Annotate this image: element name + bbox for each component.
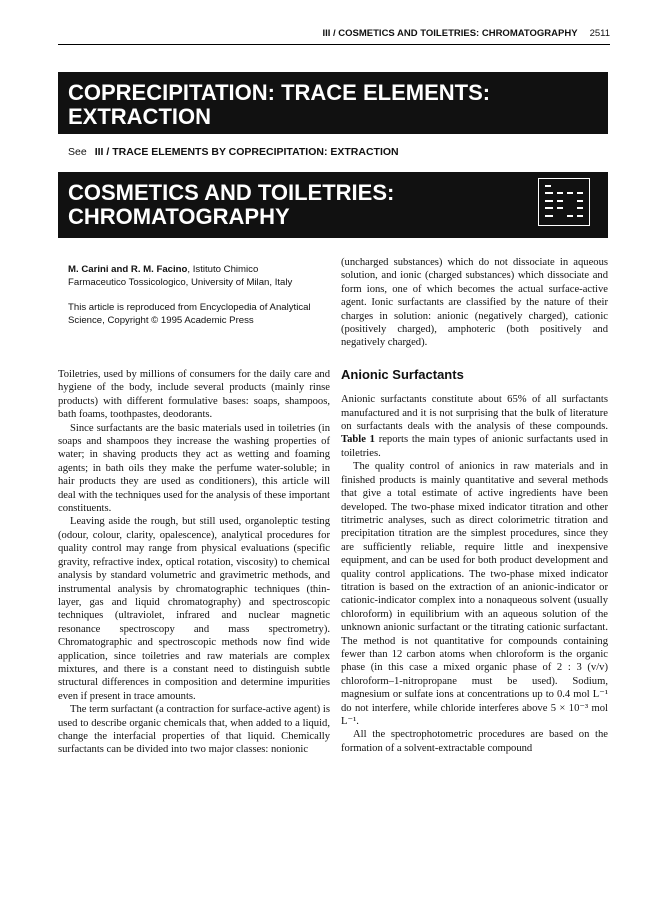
banner-title-line-1: COPRECIPITATION: TRACE ELEMENTS: [68, 80, 491, 105]
section-heading-anionic-surfactants: Anionic Surfactants [341, 366, 464, 382]
article-banner-coprecipitation [58, 72, 608, 134]
banner-title-line-1: COSMETICS AND TOILETRIES: [68, 180, 395, 205]
paragraph: The term surfactant (a contraction for surface-active agent) is used to describe organic chemicals that, when added to a liquid, change the interfacial properties of that liquid. Chemically surfactants can be divided into two major classes: nonionic [58, 704, 331, 756]
paragraph [341, 393, 608, 460]
author-affiliation: , Istituto Chimico Farmaceutico Tossicologico, University of Milan, Italy [68, 264, 293, 288]
text-run: Anionic surfactants constitute about 65% of all surfactants manufactured and it is not surprising that the bulk of literature on surfactants deals with the analysis of these compounds. [341, 394, 608, 433]
see-reference-link[interactable]: III / TRACE ELEMENTS BY COPRECIPITATION: EXTRACTION [94, 146, 399, 158]
reproduction-note: This article is reproduced from Encyclopedia of Analytical Science, Copyright © 1995 Academic Press [68, 302, 311, 326]
banner-title-line-2: CHROMATOGRAPHY [68, 204, 290, 229]
paragraph: The quality control of anionics in raw materials and in finished products is mainly quantitative and several methods that give a total estimate of active ingredients have been developed. The two-phase mixed indicator titration and other titrimetric analyses, such as direct colorimetric titration and precipitation titration are the simplest procedures, since they are sufficiently reliable, require little and inexpensive equipment, and can be used for both product development and quality control applications. The two-phase mixed indicator titration is based on the extraction of an anionic-indicator or cationic-indicator complex into a nonaqueous solvent (usually chloroform) in equilibrium with an aqueous solution of the unknown anionic surfactant or the titrating cationic surfactant. The method is not quantitative for compounds containing fewer than 12 carbon atoms when chloroform is the organic phase (in this case a mixed organic phase of 2 : 3 (v/v) chloroform–1-nitropropane must be used). Sodium, magnesium or sulfate ions at concentrations up to 0.4 mol L⁻¹ do not interfere, while chloride interferes above 5 × 10⁻³ mol L⁻¹. [341, 461, 608, 727]
author-line [68, 264, 318, 289]
page-number: 2511 [589, 28, 610, 39]
cross-reference [68, 146, 399, 158]
paragraph: Toiletries, used by millions of consumers for the daily care and hygiene of the body, include several products (mainly rinse products) with different formulative bases: soaps, shampoos, bath foams, toothpastes, deodorants. [58, 369, 330, 421]
paragraph: All the spectrophotometric procedures are based on the formation of a solvent-extractable compound [341, 729, 608, 754]
running-title: III / COSMETICS AND TOILETRIES: CHROMATOGRAPHY [322, 28, 578, 39]
article-banner-cosmetics [58, 172, 608, 238]
running-header [58, 28, 610, 45]
paragraph: Leaving aside the rough, but still used, organoleptic testing (odour, colour, clarity, opalescence), analytical procedures for quality control may range from physical evaluations (specific gravity, refractive index, optical rotation, viscosity) to chemical analysis by standard volumetric and gravimetric methods, and instrumental analysis by chromatographic techniques (thin-layer, gas and liquid chromatography) and spectroscopic techniques (ultraviolet, infrared and nuclear magnetic resonance spectroscopy and mass spectrometry). Chromatographic and spectroscopic methods now find wide application, since toiletries and raw materials are complex mixtures, and there is a constant need to distinguish subtle structural differences in composition and determine impurities even if present in trace amounts. [58, 516, 330, 702]
author-block [68, 264, 318, 327]
banner-title-line-2: EXTRACTION [68, 104, 211, 129]
text-run: reports the main types of anionic surfactants used in toiletries. [341, 434, 609, 459]
chromatography-plate-icon [538, 178, 590, 226]
paragraph: Since surfactants are the basic materials used in toiletries (in soaps and shampoos they increase the washing properties of water; in shaving products they act as wetting and foaming agents; in bath oils they make the perfume water-soluble; in hair products they are used as conditioners), this article will deal with the techniques used for the analysis of these important constituents. [58, 422, 330, 515]
table-reference-link[interactable]: Table 1 [341, 434, 375, 446]
see-label: See [68, 146, 87, 158]
left-column [58, 368, 330, 757]
author-names: M. Carini and R. M. Facino [68, 264, 188, 275]
right-column [341, 256, 608, 755]
paragraph: (uncharged substances) which do not dissociate in aqueous solution, and ionic (charged substances) which dissociate and form ions, one of which becomes the actual surface-active agent. Ionic surfactants are classified by the nature of their charges in solution: anionic (negatively charged), cationic (positively charged), amphoteric (both positively and negatively charged). [341, 257, 608, 349]
